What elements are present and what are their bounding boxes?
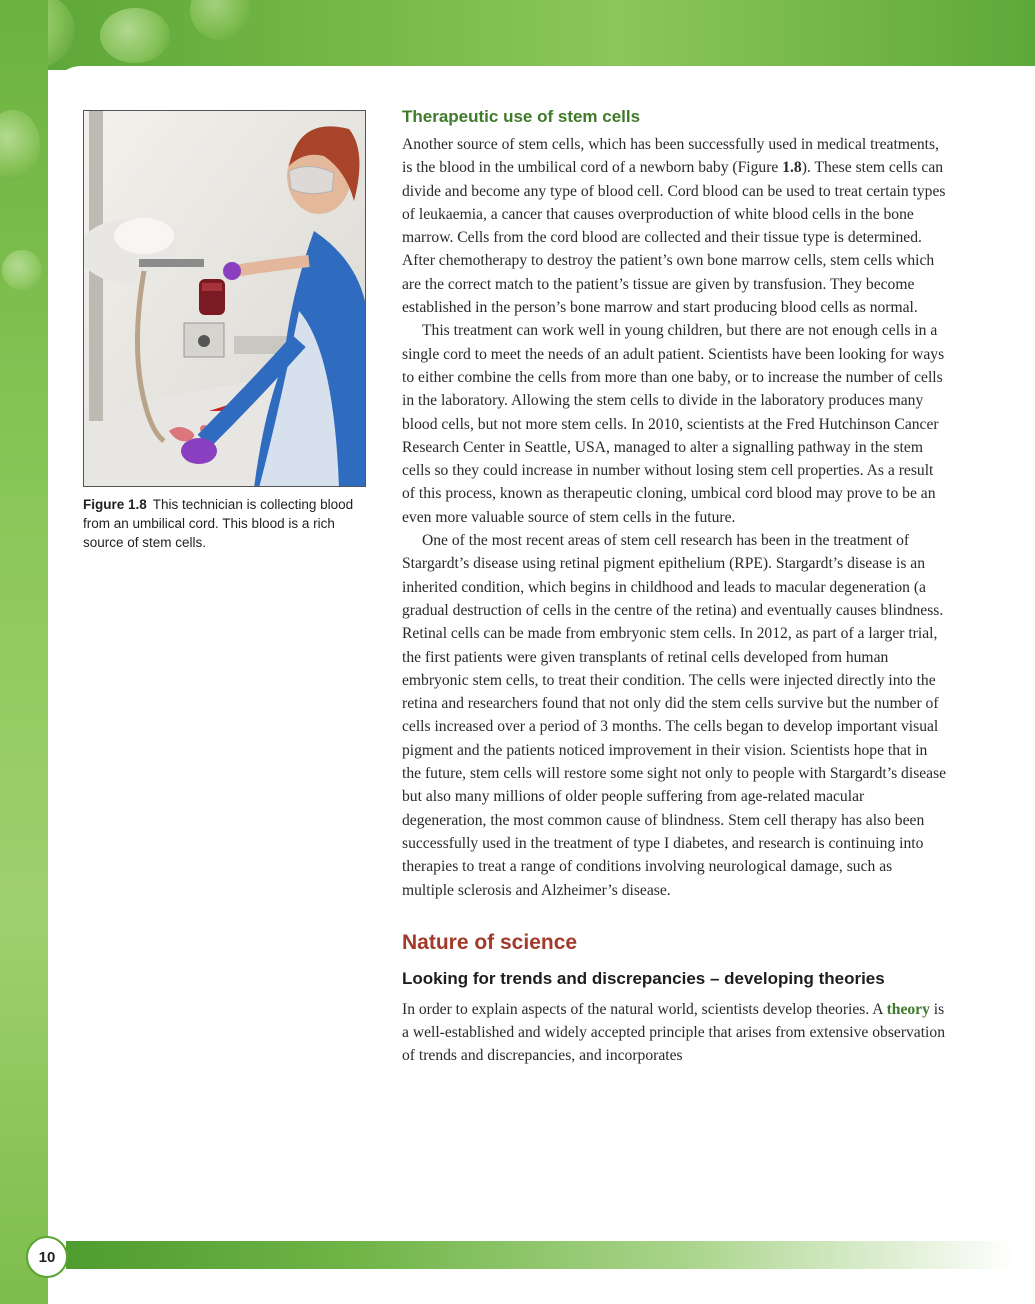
main-column — [402, 105, 947, 1068]
paragraph-text: Another source of stem cells, which has been successfully used in medical treatments, is the blood in the umbilical cord of a newborn baby (Figure — [402, 136, 939, 177]
cell-image-decoration — [0, 110, 40, 180]
key-term[interactable]: theory — [886, 1000, 930, 1018]
page-number: 10 — [26, 1236, 68, 1278]
cell-image-decoration — [190, 0, 250, 40]
nature-of-science-heading: Nature of science — [402, 930, 578, 954]
cell-image-decoration — [100, 8, 170, 63]
paragraph-text: In order to explain aspects of the natural world, scientists develop theories. A — [402, 1000, 887, 1018]
figure-caption — [83, 495, 373, 552]
header-banner — [0, 0, 1035, 70]
side-banner — [0, 0, 48, 1304]
footer-bar — [66, 1241, 1016, 1269]
figure-reference[interactable]: 1.8 — [782, 159, 802, 177]
technician-photo-illustration — [84, 111, 366, 487]
paragraph: This treatment can work well in young children, but there are not enough cells in a single cord to meet the needs of an adult patient. Scientists have been looking for ways to either combine the cells from more than one baby, or to increase the number of cells in the laboratory. Allowing the stem cells to divide in the laboratory produces many blood cells, but not more stem cells. In 2010, scientists at the Fred Hutchinson Cancer Research Center in Seattle, USA, managed to alter a signalling pathway in the stem cells so they could increase in number without losing stem cell properties. As a result of this process, known as therapeutic cloning, umbical cord blood may prove to be an even more valuable source of stem cells in the future. — [402, 322, 945, 526]
section-heading: Therapeutic use of stem cells — [402, 107, 641, 126]
paragraph — [402, 998, 947, 1068]
subheading: Looking for trends and discrepancies – developing theories — [402, 968, 885, 988]
figure-photo — [83, 110, 366, 487]
paragraph: One of the most recent areas of stem cell research has been in the treatment of Stargardt’s disease using retinal pigment epithelium (RPE). Stargardt’s disease is an inherited condition, which begins in childhood and leads to macular degeneration (a gradual destruction of cells in the centre of the retina) and eventually causes blindness. Retinal cells can be made from embryonic stem cells. In 2012, as part of a larger trial, the first patients were given transplants of retinal cells developed from human embryonic stem cells, to treat their condition. The cells were injected directly into the retina and researchers found that not only did the stem cells survive but the number of cells increased over a period of 3 months. The cells began to develop important visual pigment and the patients noticed improvement in their vision. Scientists hope that in the future, stem cells will restore some sight not only to people with Stargardt’s disease but also many millions of older people suffering from age-related macular degeneration, the most common cause of blindness. Stem cell therapy has also been successfully used in the treatment of type I diabetes, and research is continuing into therapies to treat a range of conditions involving neurological damage, such as multiple sclerosis and Alzheimer’s disease. — [402, 532, 947, 899]
paragraph-text: is a well-established and widely accepted principle that arises from extensive observation of trends and discrepancies, and incorporates — [402, 1000, 945, 1065]
figure-label: Figure 1.8 — [83, 497, 147, 512]
cell-image-decoration — [2, 250, 42, 290]
figure-caption-text: This technician is collecting blood from an umbilical cord. This blood is a rich source of stem cells. — [83, 497, 354, 550]
paragraph-text: ). These stem cells can divide and become any type of blood cell. Cord blood can be used to treat certain types of leukaemia, a cancer that causes overproduction of white blood cells in the bone marrow. Cells from the cord blood are collected and their tissue type is determined. After chemotherapy to destroy the patient’s own bone marrow cells, stem cells which are the correct match to the patient’s tissue are given by transfusion. They become established in the person’s bone marrow and start producing blood cells as normal. — [402, 159, 946, 317]
paragraph — [402, 133, 947, 319]
